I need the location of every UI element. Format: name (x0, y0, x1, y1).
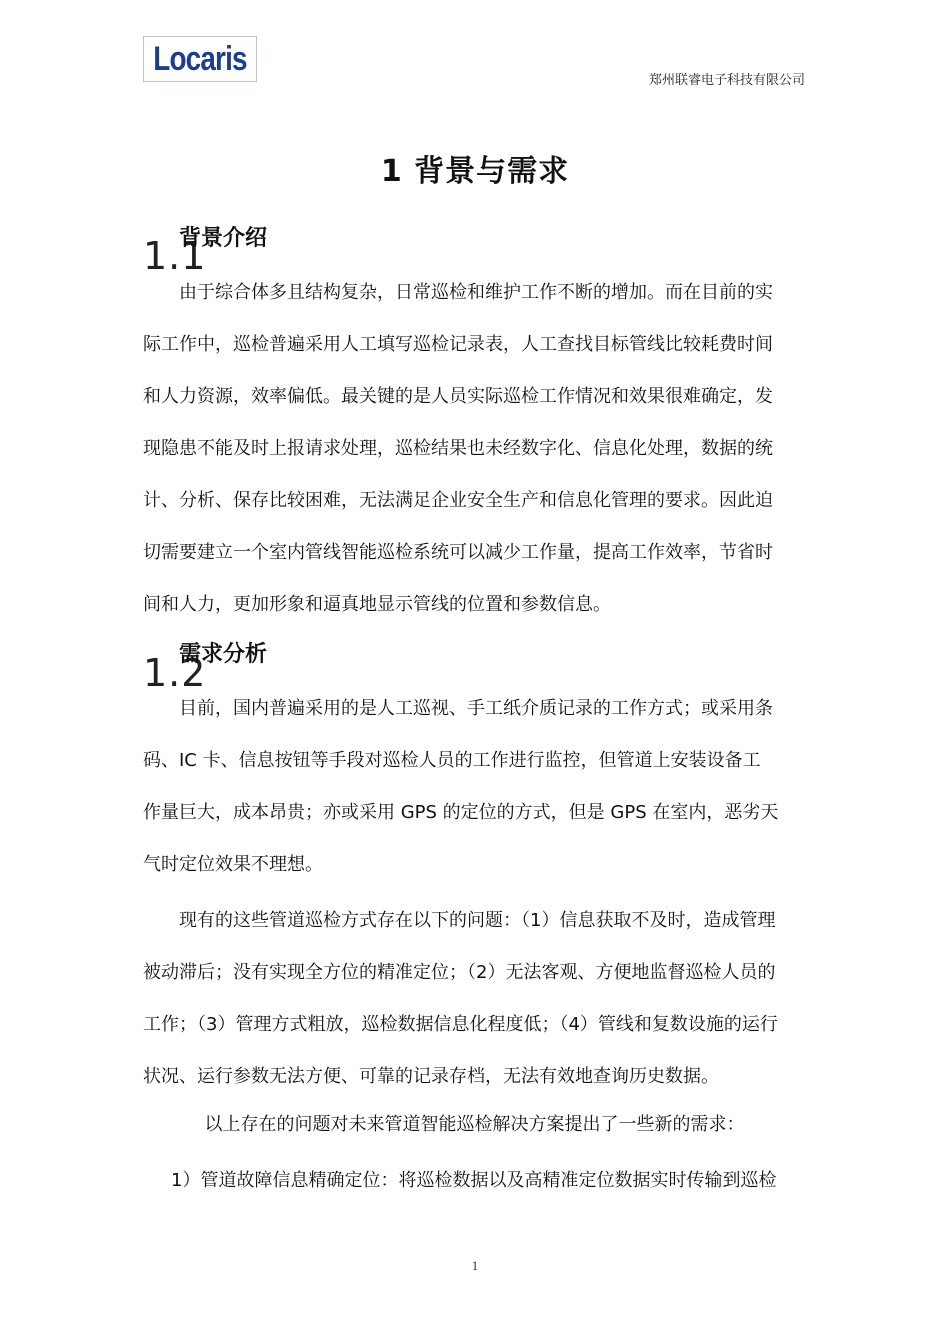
text-line: 现隐患不能及时上报请求处理，巡检结果也未经数字化、信息化处理，数据的统 (143, 438, 773, 459)
text-line: 和人力资源，效率偏低。最关键的是人员实际巡检工作情况和效果很难确定，发 (143, 386, 773, 407)
page-number: 1 (471, 1258, 479, 1273)
section-title: 需求分析 (179, 642, 268, 667)
section-number: 1.1 (143, 234, 207, 278)
text-line: 际工作中，巡检普遍采用人工填写巡检记录表，人工查找目标管线比较耗费时间 (143, 334, 773, 355)
text-line: 以上存在的问题对未来管道智能巡检解决方案提出了一些新的需求： (204, 1114, 745, 1135)
text-line: 气时定位效果不理想。 (143, 854, 323, 875)
chapter-title: 1 背景与需求 (380, 154, 570, 189)
text-line: 计、分析、保存比较困难，无法满足企业安全生产和信息化管理的要求。因此迫 (143, 490, 773, 511)
text-line: 切需要建立一个室内管线智能巡检系统可以减少工作量，提高工作效率，节省时 (143, 542, 773, 563)
company-name: 郑州联睿电子科技有限公司 (648, 73, 805, 88)
text-line: 1）管道故障信息精确定位：将巡检数据以及高精准定位数据实时传输到巡检 (171, 1170, 777, 1191)
text-line: 工作；（3）管理方式粗放，巡检数据信息化程度低；（4）管线和复数设施的运行 (143, 1014, 778, 1035)
section-number: 1.2 (143, 651, 207, 695)
text-line: 状况、运行参数无法方便、可靠的记录存档，无法有效地查询历史数据。 (143, 1066, 719, 1087)
text-line: 被动滞后；没有实现全方位的精准定位；（2）无法客观、方便地监督巡检人员的 (143, 962, 776, 983)
text-line: 现有的这些管道巡检方式存在以下的问题：（1）信息获取不及时，造成管理 (179, 910, 776, 931)
paragraph-current-methods (143, 683, 806, 891)
paragraph-problems (143, 895, 806, 1103)
logo-text: Locaris (153, 40, 247, 78)
requirement-item (143, 1155, 806, 1207)
section-title: 背景介绍 (179, 226, 268, 251)
text-line: 间和人力，更加形象和逼真地显示管线的位置和参数信息。 (143, 594, 611, 615)
paragraph-requirements-intro (143, 1099, 806, 1151)
text-line: 目前，国内普遍采用的是人工巡视、手工纸介质记录的工作方式；或采用条 (179, 698, 773, 719)
text-line: 码、IC 卡、信息按钮等手段对巡检人员的工作进行监控，但管道上安装设备工 (143, 750, 761, 771)
company-logo (143, 36, 257, 82)
text-line: 作量巨大，成本昂贵；亦或采用 GPS 的定位的方式，但是 GPS 在室内，恶劣天 (143, 802, 779, 823)
text-line: 由于综合体多且结构复杂，日常巡检和维护工作不断的增加。而在目前的实 (179, 282, 773, 303)
paragraph-background (143, 267, 806, 631)
